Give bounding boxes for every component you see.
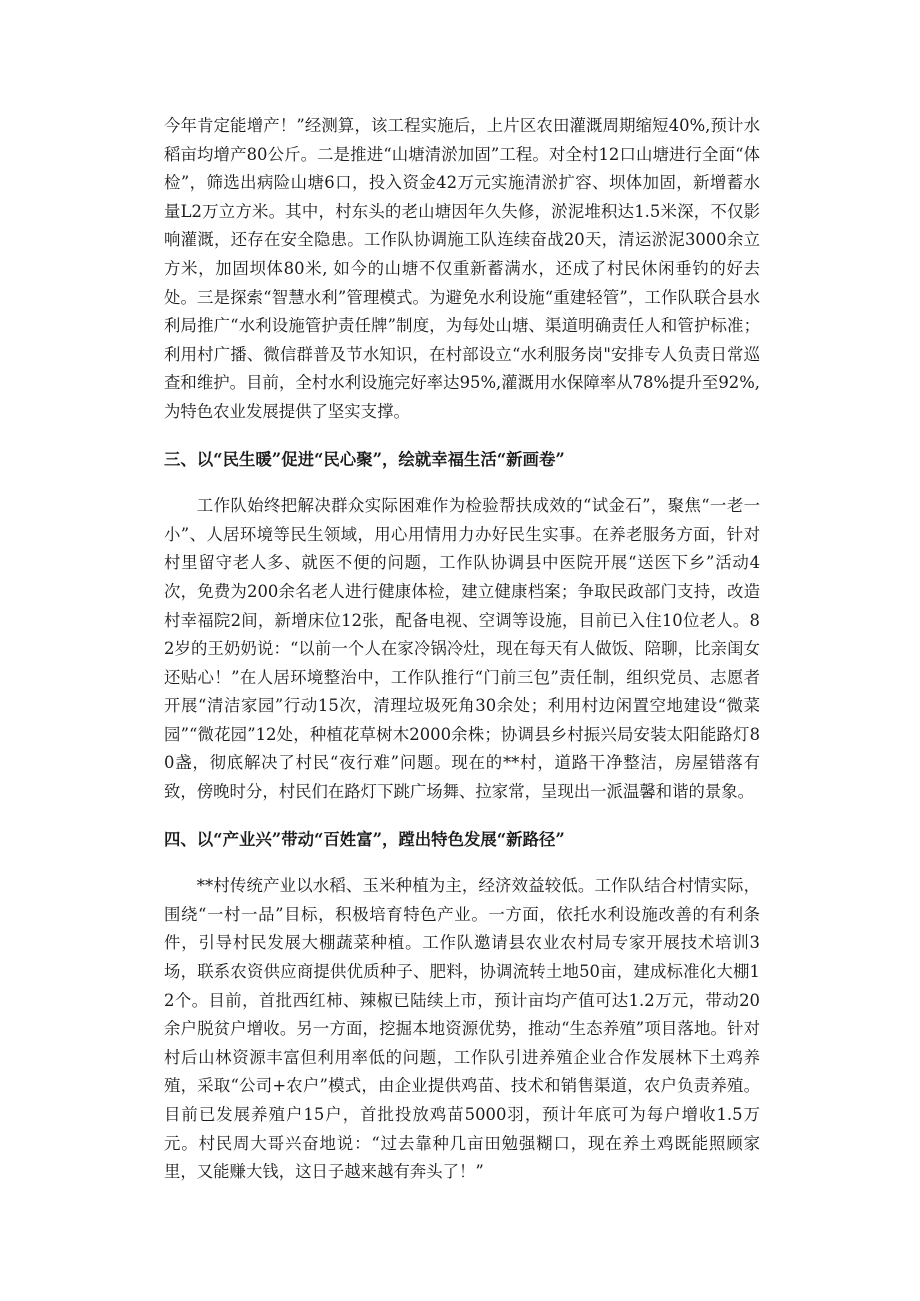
body-paragraph-2: 工作队始终把解决群众实际困难作为检验帮扶成效的“试金石”，聚焦“一老一小”、人居环境等民生领域，用心用情用力办好民生实事。在养老服务方面，针对村里留守老人多、就医不便的问题，工作队协调县中医院开展“送医下乡”活动4次，免费为200余名老人进行健康体检，建立健康档案；争取民政部门支持，改造村幸福院2间，新增床位12张，配备电视、空调等设施，目前已入住10位老人。82岁的王奶奶说：“以前一个人在家冷锅冷灶，现在每天有人做饭、陪聊，比亲闺女还贴心！”在人居环境整治中，工作队推行“门前三包”责任制，组织党员、志愿者开展“清洁家园”行动15次，清理垃圾死角30余处；利用村边闲置空地建设“微菜园”“微花园”12处，种植花草树木2000余株；协调县乡村振兴局安装太阳能路灯80盏，彻底解决了村民“夜行难”问题。现在的**村，道路干净整洁，房屋错落有致，傍晚时分，村民们在路灯下跳广场舞、拉家常，呈现出一派温馨和谐的景象。 [164,496,760,802]
spacer [164,427,760,446]
spacer [164,474,760,492]
body-paragraph-3: **村传统产业以水稻、玉米种植为主，经济效益较低。工作队结合村情实际，围绕“一村一品”目标，积极培育特色产业。一方面，依托水利设施改善的有利条件，引导村民发展大棚蔬菜种植。工作队邀请县农业农村局专家开展技术培训3场，联系农资供应商提供优质种子、肥料，协调流转土地50亩，建成标准化大棚12个。目前，首批西红柿、辣椒已陆续上市，预计亩均产值可达1.2万元，带动20余户脱贫户增收。另一方面，挖掘本地资源优势，推动“生态养殖”项目落地。针对村后山林资源丰富但利用率低的问题，工作队引进养殖企业合作发展林下土鸡养殖，采取“公司+农户”模式，由企业提供鸡苗、技术和销售渠道，农户负责养殖。目前已发展养殖户15户，首批投放鸡苗5000羽，预计年底可为每户增收1.5万元。村民周大哥兴奋地说：“过去靠种几亩田勉强糊口，现在养土鸡既能照顾家里，又能赚大钱，这日子越来越有奔头了！” [164,876,760,1182]
spacer [164,854,760,872]
section-heading-3: 三、以“民生暖”促进“民心聚”，绘就幸福生活“新画卷” [164,449,565,469]
section-heading-4: 四、以“产业兴”带动“百姓富”，蹚出特色发展“新路径” [164,829,565,849]
document-page [164,112,760,1187]
spacer [164,807,760,826]
body-paragraph-1: 今年肯定能增产！”经测算，该工程实施后，上片区农田灌溉周期缩短40%,预计水稻亩均增产80公斤。二是推进“山塘清淤加固”工程。对全村12口山塘进行全面“体检”，筛选出病险山塘6口，投入资金42万元实施清淤扩容、坝体加固，新增蓄水量L2万立方米。其中，村东头的老山塘因年久失修，淤泥堆积达1.5米深，不仅影响灌溉，还存在安全隐患。工作队协调施工队连续奋战20天，清运淤泥3000余立方米，加固坝体80米, 如今的山塘不仅重新蓄满水，还成了村民休闲垂钓的好去处。三是探索“智慧水利”管理模式。为避免水利设施“重建轻管”，工作队联合县水利局推广“水利设施管护责任牌”制度，为每处山塘、渠道明确责任人和管护标准；利用村广播、微信群普及节水知识，在村部设立“水利服务岗"安排专人负责日常巡查和维护。目前，全村水利设施完好率达95%,灌溉用水保障率从78%提升至92%,为特色农业发展提供了坚实支撑。 [164,116,760,421]
